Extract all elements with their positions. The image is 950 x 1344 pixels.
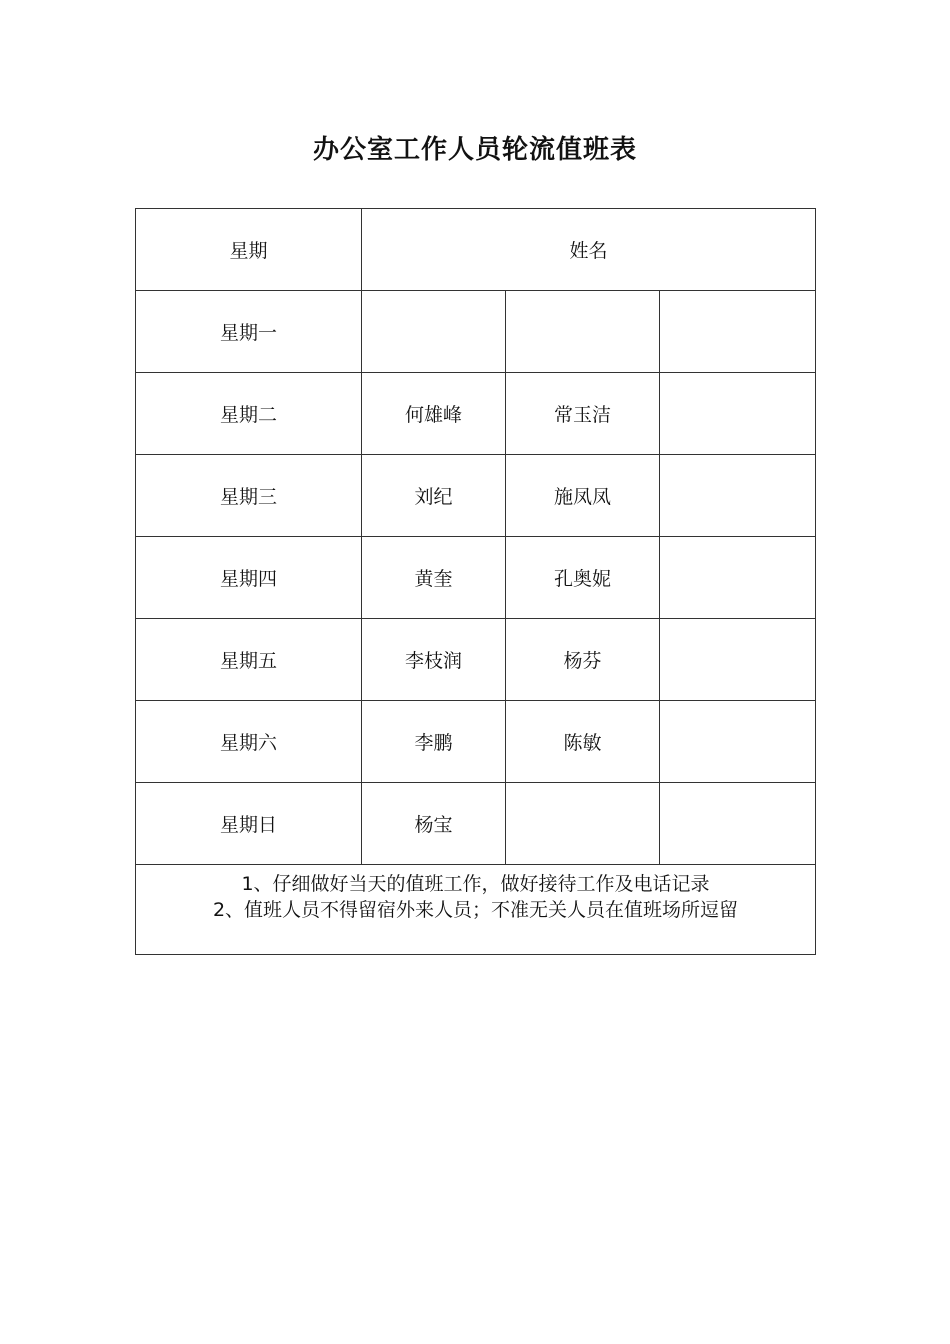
- name-cell: 杨宝: [362, 783, 506, 865]
- day-cell: 星期一: [136, 291, 362, 373]
- name-cell: [660, 373, 816, 455]
- notes-row: [136, 865, 816, 955]
- day-cell: 星期三: [136, 455, 362, 537]
- name-cell: 刘纪: [362, 455, 506, 537]
- table-row: [136, 291, 816, 373]
- day-cell: 星期五: [136, 619, 362, 701]
- day-cell: 星期六: [136, 701, 362, 783]
- name-cell: 何雄峰: [362, 373, 506, 455]
- page-title: 办公室工作人员轮流值班表: [312, 135, 637, 165]
- note-line: 1、仔细做好当天的值班工作，做好接待工作及电话记录: [241, 873, 710, 895]
- header-day: 星期: [136, 209, 362, 291]
- name-cell: [660, 455, 816, 537]
- name-cell: [660, 619, 816, 701]
- table-row: [136, 537, 816, 619]
- name-cell: 施凤凤: [506, 455, 660, 537]
- name-cell: 常玉洁: [506, 373, 660, 455]
- duty-roster-table: [135, 208, 816, 955]
- name-cell: [660, 783, 816, 865]
- table-row: [136, 455, 816, 537]
- name-cell: [660, 701, 816, 783]
- table-row: [136, 783, 816, 865]
- day-cell: 星期日: [136, 783, 362, 865]
- name-cell: 孔奥妮: [506, 537, 660, 619]
- header-row: [136, 209, 816, 291]
- header-name: 姓名: [362, 209, 816, 291]
- name-cell: [362, 291, 506, 373]
- name-cell: 陈敏: [506, 701, 660, 783]
- name-cell: [660, 537, 816, 619]
- table-row: [136, 701, 816, 783]
- note-line: 2、值班人员不得留宿外来人员；不准无关人员在值班场所逗留: [212, 899, 739, 921]
- name-cell: 杨芬: [506, 619, 660, 701]
- notes-cell: [136, 865, 816, 955]
- day-cell: 星期二: [136, 373, 362, 455]
- name-cell: [506, 291, 660, 373]
- day-cell: 星期四: [136, 537, 362, 619]
- table-row: [136, 373, 816, 455]
- name-cell: 李枝润: [362, 619, 506, 701]
- name-cell: 黄奎: [362, 537, 506, 619]
- name-cell: [506, 783, 660, 865]
- name-cell: 李鹏: [362, 701, 506, 783]
- name-cell: [660, 291, 816, 373]
- table-row: [136, 619, 816, 701]
